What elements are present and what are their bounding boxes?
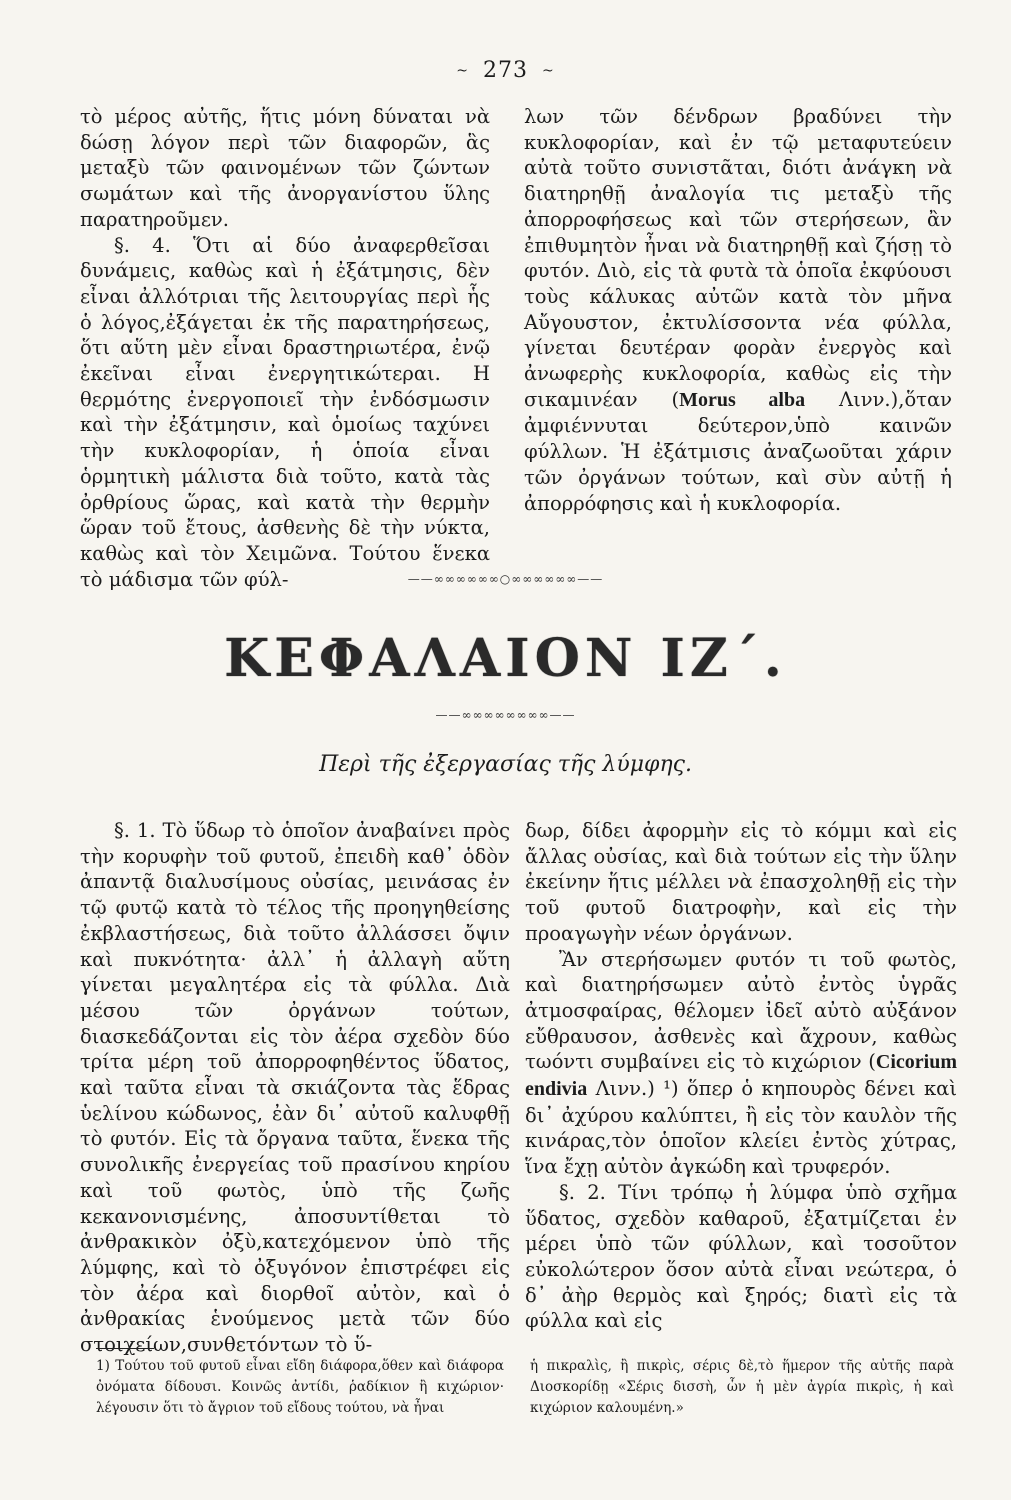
footnote-text: ἡ πικραλὶς, ἢ πικρὶς, σέρις δὲ,τὸ ἥμερον τῆς αὐτῆς παρὰ Διοσκορίδῃ «Σέρις δισσὴ, ὧν ἡ μὲν ἀγρία πικρὶς, ἡ καὶ κιχώριον καλουμένη.»: [530, 1358, 954, 1416]
text-segment: Λινν.) ¹) ὅπερ ὁ κηπουρὸς δένει καὶ δι᾽ ἀχύρου καλύπτει, ἢ εἰς τὸν καυλὸν τῆς κινάρας,τὸν ὁποῖον κλείει ἐντὸς χύτρας, ἵνα ἔχῃ αὐτὸν ἀγκώδη καὶ τρυφερόν.: [525, 1077, 957, 1179]
chapter-subtitle: Περὶ τῆς ἐξεργασίας τῆς λύμφης.: [319, 752, 692, 777]
bottom-left-column: [80, 818, 510, 1358]
footnote-right: [530, 1356, 954, 1419]
top-right-column: [524, 104, 952, 516]
text-segment: λων τῶν δένδρων βραδύνει τὴν κυκλοφορίαν, καὶ ἐν τῷ μεταφυτεύειν αὐτὰ τοῦτο συνιστᾶται, διότι ἀνάγκη νὰ διατηρηθῇ ἀναλογία τις μεταξὺ τῆς ἀπορροφήσεως καὶ τῶν στερήσεων, ἂν ἐπιθυμητὸν ἦναι νὰ διατηρηθῇ καὶ ζήσῃ τὸ φυτόν. Διὸ, εἰς τὰ φυτὰ τὰ ὁποῖα ἐκφύουσι τοὺς κάλυκας αὐτῶν κατὰ τὸν μῆνα Αὔγουστον, ἐκτυλίσσοντα νέα φύλλα, γίνεται δευτέραν φορὰν ἐνεργὸς καὶ ἀνωφερὴς κυκλοφορία, καθὼς εἰς τὴν σικαμινέαν (: [524, 105, 952, 411]
paragraph: τὸ μέρος αὐτῆς, ἥτις μόνη δύναται νὰ δώσῃ λόγον περὶ τῶν διαφορῶν, ἃς μεταξὺ τῶν φαινομένων τῶν ζώντων σωμάτων καὶ τῆς ἀνοργανίστου ὕλης παρατηροῦμεν.: [80, 105, 490, 231]
text-segment: Λινν.),ὅταν ἀμφιέννυται δεύτερον,ὑπὸ καινῶν φύλλων. Ἡ ἐξάτμισις ἀναζωοῦται χάριν τῶν ὀργάνων τούτων, καὶ σὺν αὐτῇ ἡ ἀπορρόφησις καὶ ἡ κυκλοφορία.: [524, 387, 952, 515]
paragraph-section-4: §. 4. Ὅτι αἱ δύο ἀναφερθεῖσαι δυνάμεις, καθὼς καὶ ἡ ἐξάτμησις, δὲν εἶναι ἀλλότριαι τῆς λειτουργίας περὶ ἧς ὁ λόγος,ἐξάγεται ἐκ τῆς παρατηρήσεως, ὅτι αὕτη μὲν εἶναι δραστηριωτέρα, ἐνῷ ἐκεῖναι εἶναι ἐνεργητικώτεραι. Η θερμότης ἐνεργοποιεῖ τὴν ἐνδόσμωσιν καὶ τὴν ἐξάτμησιν, καὶ ὁμοίως ταχύνει τὴν κυκλοφορίαν, ἡ ὁποία εἶναι ὁρμητικὴ μάλιστα διὰ τοῦτο, κατὰ τὰς ὀρθρίους ὥρας, καὶ κατὰ τὴν θερμὴν ὥραν τοῦ ἔτους, ἀσθενὴς δὲ τὴν νύκτα, καθὼς καὶ τὸν Χειμῶνα. Τούτου ἕνεκα τὸ μάδισμα τῶν φύλ-: [80, 233, 490, 591]
page-number: 273: [483, 58, 528, 83]
bottom-right-column: [525, 818, 957, 1334]
footnote-left: [96, 1356, 504, 1419]
paragraph: [525, 947, 957, 1180]
latin-name-morus: Morus alba: [679, 388, 806, 411]
text-segment: Ἂν στερήσωμεν φυτόν τι τοῦ φωτὸς, καὶ διατηρήσωμεν αὐτὸ ἐντὸς ὑγρᾶς ἀτμοσφαίρας, θέλομεν ἰδεῖ αὐτὸ αὐξάνον εὔθραυσον, ἀσθενὲς καὶ ἄχρουν, καθὼς τωόντι συμβαίνει εἰς τὸ κιχώριον (: [525, 947, 957, 1074]
ornamental-rule-top: ——∞∞∞∞∞∞○∞∞∞∞∞∞——: [407, 572, 604, 586]
paragraph-continued: δωρ, δίδει ἀφορμὴν εἰς τὸ κόμμι καὶ εἰς ἄλλας οὐσίας, καὶ διὰ τούτων εἰς τὴν ὕλην ἐκείνην ἥτις μέλλει νὰ ἐπασχοληθῇ εἰς τὴν τοῦ φυτοῦ διατροφὴν, καὶ εἰς τὴν προαγωγὴν νέων ὀργάνων.: [525, 819, 957, 945]
ornamental-rule-bottom: ——∞∞∞∞∞∞∞∞——: [435, 708, 576, 722]
paragraph-section-1: §. 1. Τὸ ὕδωρ τὸ ὁποῖον ἀναβαίνει πρὸς τὴν κορυφὴν τοῦ φυτοῦ, ἐπειδὴ καθ᾽ ὁδὸν ἀπαντᾷ διαλυσίμους οὐσίας, μεινάσας ἐν τῷ φυτῷ κατὰ τὸ τέλος τῆς προηγηθείσης ἐκβλαστήσεως, διὰ τοῦτο ἀλλάσσει ὄψιν καὶ πυκνότητα· ἀλλ᾽ ἡ ἀλλαγὴ αὕτη γίνεται μεγαλητέρα εἰς τὰ φύλλα. Διὰ μέσου τῶν ὀργάνων τούτων, διασκεδάζονται εἰς τὸν ἀέρα σχεδὸν δύο τρίτα μέρη τοῦ ἀπορροφηθέντος ὕδατος, καὶ ταῦτα εἶναι τὰ σκιάζοντα τὰς ἕδρας ὑελίνου κώδωνος, ἐὰν δι᾽ αὐτοῦ καλυφθῇ τὸ φυτόν. Εἰς τὰ ὄργανα ταῦτα, ἕνεκα τῆς συνολικῆς ἐνεργείας τοῦ πρασίνου κηρίου καὶ τοῦ φωτὸς, ὑπὸ τῆς ζωῆς κεκανονισμένης, ἀποσυντίθεται τὸ ἀνθρακικὸν ὀξὺ,κατεχόμενον ὑπὸ τῆς λύμφης, καὶ τὸ ὀξυγόνον ἐπιστρέφει εἰς τὸν ἀέρα καὶ διορθοῖ αὐτὸν, καὶ ὁ ἀνθρακίας ἑνούμενος μετὰ τῶν δύο στοιχείων,συνθετόντων τὸ ὕ-: [80, 819, 510, 1357]
paragraph-continued: [524, 104, 952, 516]
page-header: [0, 58, 1011, 83]
footnote-rule: [96, 1348, 154, 1349]
footnote-text: 1) Τούτου τοῦ φυτοῦ εἶναι εἴδη διάφορα,ὅθεν καὶ διάφορα ὀνόματα δίδουσι. Κοινῶς ἀντίδι, ῥαδίκιον ἢ κιχώριον· λέγουσιν ὅτι τὸ ἄγριον τοῦ εἴδους τούτου, νὰ ἦναι: [96, 1358, 504, 1416]
latin-name-cicorium: Cicorium endivia: [525, 1051, 957, 1101]
header-ornament-right: ~: [542, 63, 555, 79]
header-ornament-left: ~: [456, 63, 469, 79]
chapter-title: ΚΕΦΑΛΑΙΟΝ ΙΖ΄.: [224, 628, 787, 689]
top-left-column: [80, 104, 490, 592]
paragraph-section-2: §. 2. Τίνι τρόπῳ ἡ λύμφα ὑπὸ σχῆμα ὕδατος, σχεδὸν καθαροῦ, ἐξατμίζεται ἐν μέρει ὑπὸ τῶν φύλλων, καὶ τοσοῦτον εὐκολώτερον ὅσον αὐτὰ εἶναι νεώτερα, ὁ δ᾽ ἀὴρ θερμὸς καὶ ξηρός; διατὶ εἰς τὰ φύλλα καὶ εἰς: [525, 1180, 957, 1333]
